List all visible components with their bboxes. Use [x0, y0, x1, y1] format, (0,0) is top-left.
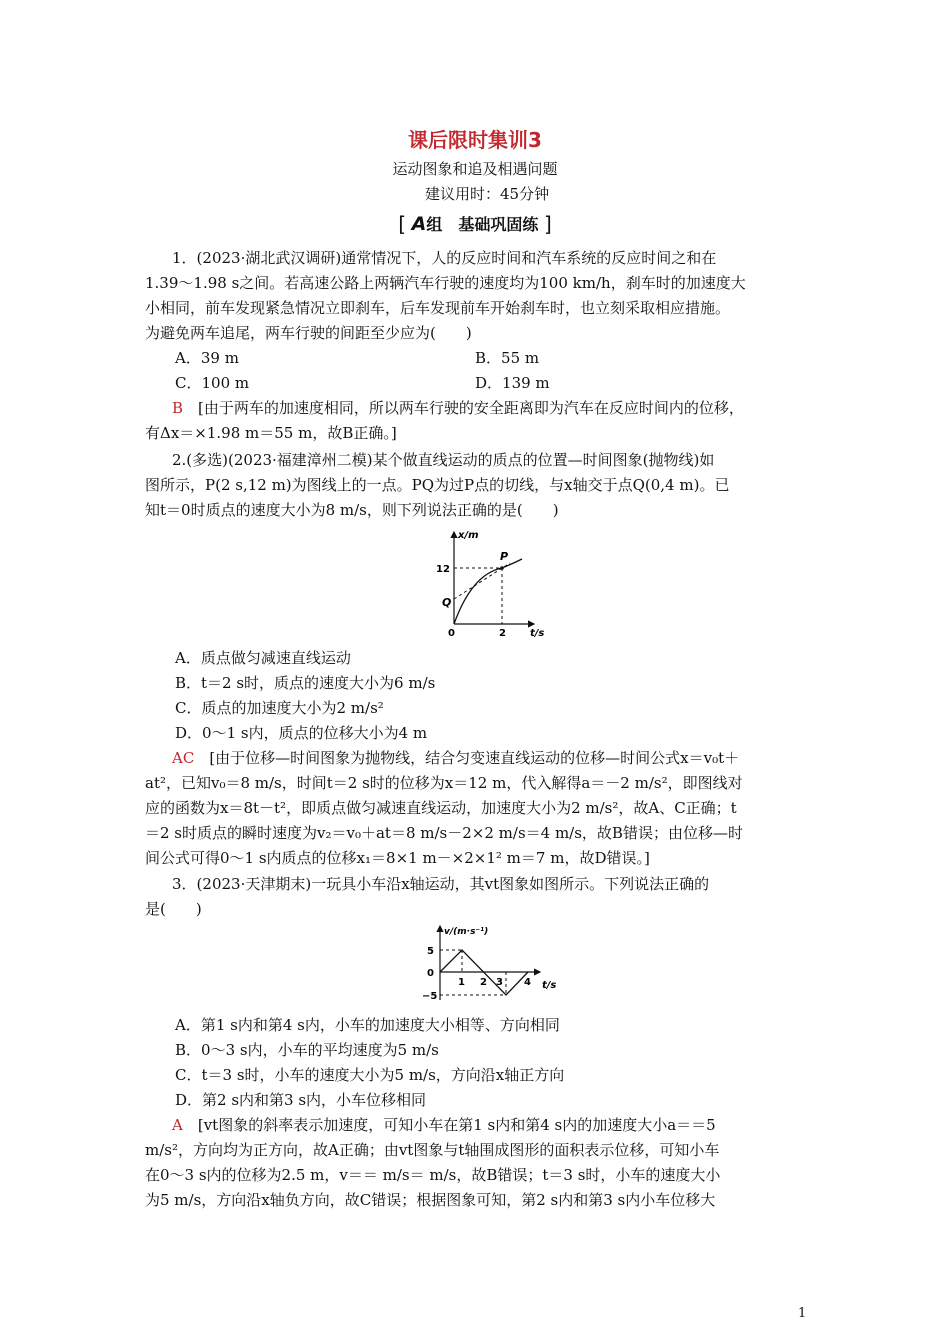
q3-tick-4: 4 [524, 977, 531, 988]
q2-origin: 0 [448, 628, 455, 639]
q2-answer [172, 748, 739, 768]
q1-line-1: 1．(2023·湖北武汉调研)通常情况下，人的反应时间和汽车系统的反应时间之和在 [172, 249, 717, 267]
q3-ylabel: v/(m·s⁻¹) [444, 927, 489, 937]
q1-option-d: D．139 m [475, 374, 550, 392]
q2-tick-12: 12 [436, 564, 450, 575]
q2-xt-graph [418, 528, 553, 643]
q1-line-3: 小相同，前车发现紧急情况立即刹车，后车发现前车开始刹车时，也立刻采取相应措施。 [145, 299, 731, 317]
q1-option-b: B．55 m [475, 349, 540, 367]
q2-label-q: Q [442, 596, 452, 609]
q2-line-2: 图所示，P(2 s,12 m)为图线上的一点。PQ为过P点的切线，与x轴交于点Q(0,4 m)。已 [145, 476, 730, 494]
q2-line-3: 知t＝0时质点的速度大小为8 m/s，则下列说法正确的是( ) [145, 501, 559, 519]
group-label: 组 基础巩固练 [426, 215, 539, 234]
group-heading [0, 212, 950, 236]
q3-answer-line-3: 在0～3 s内的位移为2.5 m，v＝＝ m/s＝ m/s，故B错误；t＝3 s时，小车的速度大小 [145, 1166, 721, 1184]
q3-xlabel: t/s [542, 980, 557, 991]
q3-option-d: D．第2 s内和第3 s内，小车位移相同 [175, 1091, 427, 1109]
q3-line-1: 3．(2023·天津期末)一玩具小车沿x轴运动，其vt图象如图所示。下列说法正确的 [172, 875, 710, 893]
q3-tick-3: 3 [496, 977, 503, 988]
q3-vt-graph [400, 922, 570, 1004]
page-title: 课后限时集训3 [408, 128, 542, 152]
q2-option-d: D．0～1 s内，质点的位移大小为4 m [175, 724, 428, 742]
q1-answer-key: B [172, 399, 184, 417]
q2-ylabel: x/m [458, 530, 479, 541]
group-letter: A [411, 213, 427, 235]
q2-answer-text-1: [由于位移—时间图象为抛物线，结合匀变速直线运动的位移—时间公式x＝v₀t＋ [209, 749, 740, 767]
q2-option-a: A．质点做匀减速直线运动 [175, 649, 351, 667]
q2-parabola-curve [454, 559, 522, 624]
q3-answer-line-2: m/s²，方向均为正方向，故A正确；由vt图象与t轴围成图形的面积表示位移，可知小车 [145, 1141, 720, 1159]
q3-answer [172, 1115, 716, 1135]
q3-line-2: 是( ) [145, 900, 202, 918]
page-number: 1 [798, 1306, 807, 1321]
q1-answer-text-1: [由于两车的加速度相同，所以两车行驶的安全距离即为汽车在反应时间内的位移， [198, 399, 744, 417]
q2-line-1: 2.(多选)(2023·福建漳州二模)某个做直线运动的质点的位置—时间图象(抛物线)如 [172, 451, 715, 469]
q2-tick-2: 2 [499, 628, 506, 639]
q1-answer [172, 398, 744, 418]
q1-option-c: C．100 m [175, 374, 250, 392]
q1-answer-line-2: 有Δx＝×1.98 m＝55 m，故B正确。] [145, 424, 397, 442]
q3-tick-1: 1 [458, 977, 465, 988]
group-bracket-close: ] [543, 212, 552, 236]
q2-xlabel: t/s [530, 628, 545, 639]
q3-option-b: B．0～3 s内，小车的平均速度为5 m/s [175, 1041, 439, 1059]
q1-option-a: A．39 m [175, 349, 239, 367]
q3-answer-key: A [172, 1116, 183, 1134]
q2-answer-key: AC [172, 749, 195, 767]
q3-tick-neg5: −5 [422, 991, 438, 1002]
q1-line-4: 为避免两车追尾，两车行驶的间距至少应为( ) [145, 324, 472, 342]
q3-option-c: C．t＝3 s时，小车的速度大小为5 m/s，方向沿x轴正方向 [175, 1066, 565, 1084]
q2-answer-line-4: ＝2 s时质点的瞬时速度为v₂＝v₀＋at＝8 m/s－2×2 m/s＝4 m/s，故B错误；由位移—时 [145, 824, 743, 842]
page-subtitle: 运动图象和追及相遇问题 [392, 160, 558, 178]
q3-option-a: A．第1 s内和第4 s内，小车的加速度大小相等、方向相同 [175, 1016, 560, 1034]
q3-answer-text-1: [vt图象的斜率表示加速度，可知小车在第1 s内和第4 s内的加速度大小a＝＝5 [197, 1116, 716, 1134]
q2-answer-line-2: at²，已知v₀＝8 m/s，时间t＝2 s时的位移为x＝12 m，代入解得a＝－2 m/s²，即图线对 [145, 774, 743, 792]
q3-tick-2: 2 [480, 977, 487, 988]
q3-origin: 0 [427, 968, 434, 979]
q1-line-2: 1.39～1.98 s之间。若高速公路上两辆汽车行驶的速度均为100 km/h，刹车时的加速度大 [145, 274, 746, 292]
q2-option-c: C．质点的加速度大小为2 m/s² [175, 699, 384, 717]
group-bracket-open: [ [398, 212, 407, 236]
q2-label-p: P [500, 550, 509, 563]
q2-answer-line-5: 间公式可得0～1 s内质点的位移x₁＝8×1 m－×2×1² m＝7 m，故D错误。] [145, 849, 650, 867]
q2-point-p [500, 566, 504, 570]
q2-answer-line-3: 应的函数为x＝8t－t²，即质点做匀减速直线运动，加速度大小为2 m/s²，故A、C正确；t [145, 799, 737, 817]
q3-answer-line-4: 为5 m/s，方向沿x轴负方向，故C错误；根据图象可知，第2 s内和第3 s内小车位移大 [145, 1191, 716, 1209]
q2-option-b: B．t＝2 s时，质点的速度大小为6 m/s [175, 674, 436, 692]
q3-tick-5: 5 [427, 946, 434, 957]
time-hint: 建议用时：45分钟 [425, 185, 550, 203]
